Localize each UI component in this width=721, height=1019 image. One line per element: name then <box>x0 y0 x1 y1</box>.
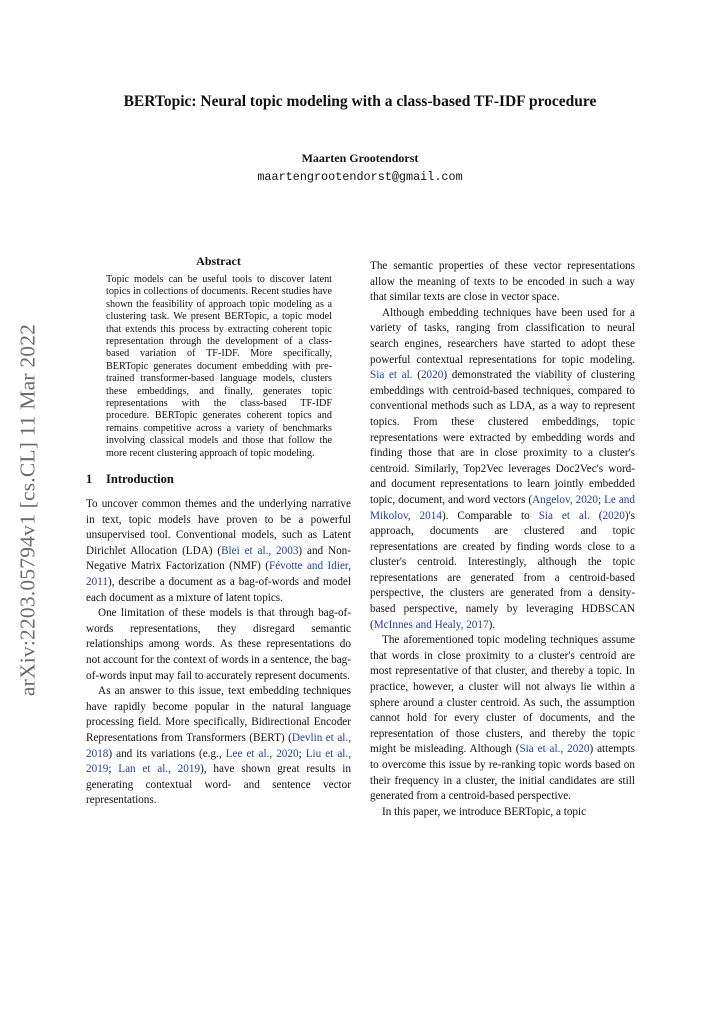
intro-paragraph-3 <box>86 684 351 809</box>
text-run: ) attempts to overcome this issue by re-ranking topic words based on their frequency in a cluster, the initial candidates are still generated from a centroid-based perspective. <box>370 743 635 803</box>
arxiv-identifier-text: arXiv:2203.05794v1 [cs.CL] 11 Mar 2022 <box>15 323 40 697</box>
body-paragraph-4: In this paper, we introduce BERTopic, a topic <box>382 805 587 818</box>
text-run: ; <box>108 763 119 776</box>
text-run: ) demonstrated the viability of clustering embeddings with centroid-based techniques, compared to conventional methods such as LDA, as a way to represent topics. From these clustered embeddings, topic representations were extracted by embedding words and finding those that are in close proximity to a cluster's centroid. Similarly, Top2Vec leverages Doc2Vec's word- and document representations to learn jointly embedded topic, document, and word vectors ( <box>370 369 635 506</box>
text-run: To uncover common themes and the underlying narrative in text, topic models have proven to be a powerful unsupervised tool. Conventional models, such as Latent Dirichlet Allocation (LDA) ( <box>86 498 351 557</box>
abstract-body: Topic models can be useful tools to discover latent topics in collections of documents. Recent studies have shown the feasibility of approach topic modeling as a clustering task. We present BERTopic, a topic model that extends this process by extracting coherent topic representation through the development of a class-based variation of TF-IDF. More specifically, BERTopic generates document embedding with pre-trained transformer-based language models, clusters these embeddings, and finally, generates topic representations with the class-based TF-IDF procedure. BERTopic generates coherent topics and remains competitive across a variety of benchmarks involving classical models and those that follow the more recent clustering approach of topic modeling. <box>106 274 332 459</box>
citation-link[interactable]: Sia et al., 2020 <box>519 743 590 756</box>
text-run: ; <box>598 493 605 506</box>
left-column <box>86 254 351 809</box>
citation-link[interactable]: Lan et al., 2019 <box>118 763 201 776</box>
text-run: ). <box>488 618 496 631</box>
citation-link[interactable]: Blei et al., 2003 <box>221 544 299 557</box>
intro-paragraph-2: One limitation of these models is that through bag-of-words representations, they disregard semantic relationships among words. As these representations do not account for the context of words in a sentence, the bag-of-words input may fail to accurately represent documents. <box>86 607 351 682</box>
author-email: maartengrootendorst@gmail.com <box>257 170 463 184</box>
citation-link[interactable]: 2020 <box>420 369 444 382</box>
citation-link[interactable]: McInnes and Healy, 2017 <box>373 618 489 631</box>
citation-link[interactable]: Le and Mikolov, 2014 <box>370 493 635 522</box>
right-column <box>370 259 635 820</box>
text-run: The aforementioned topic modeling techniques assume that words in close proximity to a cluster's centroid are most representative of that cluster, and thereby a topic. In practice, however, a cluster will not always lie within a sphere around a cluster centroid. As such, the assumption cannot hold for every cluster of documents, and the representation of those clusters, and thereby the topic might be misleading. Although ( <box>370 634 635 756</box>
section-title: Introduction <box>106 472 174 487</box>
citation-link[interactable]: Sia et al. <box>370 369 413 382</box>
text-run: ) and Non-Negative Matrix Factorization (NMF) ( <box>86 544 351 573</box>
text-run: ), describe a document as a bag-of-words and model each document as a mixture of latent topics. <box>86 576 351 604</box>
citation-link[interactable]: Sia et al. <box>538 509 590 522</box>
citation-link[interactable]: Liu et al., 2019 <box>86 747 352 776</box>
text-run: ), have shown great results in generating contextual word- and sentence vector representations. <box>86 763 352 807</box>
body-paragraph-1: The semantic properties of these vector representations allow the meaning of texts to be encoded in such a way that similar texts are close in vector space. <box>370 260 635 304</box>
citation-link[interactable]: Devlin et al., 2018 <box>86 732 351 760</box>
text-run: Although embedding techniques have been used for a variety of tasks, ranging from classification to neural search engines, researchers have started to adopt these powerful contextual representations for topic modeling. <box>370 306 635 366</box>
text-run: As an answer to this issue, text embedding techniques have rapidly become popular in the natural language processing field. More specifically, Bidirectional Encoder Representations from Transformers (BERT) ( <box>86 685 351 744</box>
citation-link[interactable]: Févotte and Idier, 2011 <box>86 560 351 589</box>
text-run: )'s approach, documents are clustered and topic representations are created by finding words close to a cluster's centroid. Interestingly, although the topic representations are generated from a centroid-based perspective, the clusters are generated from a density-based perspective, namely by leveraging HDBSCAN ( <box>370 509 635 631</box>
abstract-heading: Abstract <box>196 254 241 268</box>
citation-link[interactable]: Lee et al., 2020 <box>225 747 299 760</box>
text-run: ( <box>589 509 603 522</box>
author-name: Maarten Grootendorst <box>301 151 419 165</box>
body-paragraph-3 <box>370 633 635 805</box>
section-number: 1 <box>86 472 93 487</box>
text-run: ). Comparable to <box>441 509 539 522</box>
paper-title: BERTopic: Neural topic modeling with a class-based TF-IDF procedure <box>123 93 597 110</box>
citation-link[interactable]: Angelov, 2020 <box>532 493 598 506</box>
section-heading-introduction <box>86 472 351 487</box>
citation-link[interactable]: 2020 <box>602 509 625 522</box>
intro-paragraph-1 <box>86 497 351 606</box>
text-run: ; <box>298 747 306 760</box>
text-run: ( <box>412 369 421 382</box>
text-run: ) and its variations (e.g., <box>108 747 226 760</box>
body-paragraph-2 <box>370 306 635 633</box>
